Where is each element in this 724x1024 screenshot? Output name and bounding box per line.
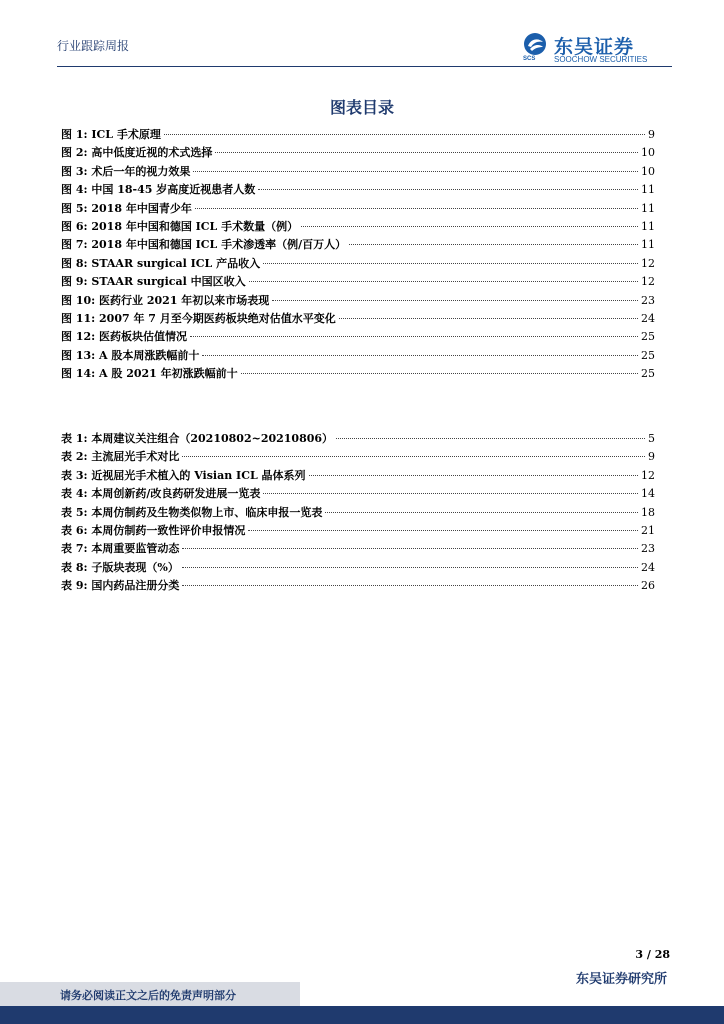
- table-entry-page: 12: [641, 468, 655, 482]
- figure-entry-label: 图 7: 2018 年中国和德国 ICL 手术渗透率（例/百万人）: [61, 238, 347, 252]
- figure-entry-page: 23: [641, 293, 655, 307]
- figure-entry[interactable]: [61, 273, 655, 291]
- table-entry-label: 表 7: 本周重要监管动态: [61, 542, 180, 556]
- toc-title: 图表目录: [329, 98, 394, 117]
- dot-leader: [241, 373, 638, 374]
- figure-entry-label: 图 1: ICL 手术原理: [61, 128, 161, 141]
- figure-entry[interactable]: [61, 328, 655, 346]
- table-entry-label: 表 9: 国内药品注册分类: [61, 579, 180, 593]
- figure-entry-page: 24: [641, 311, 655, 325]
- footer-institute: 东吴证券研究所: [575, 972, 667, 987]
- dot-leader: [301, 226, 638, 227]
- figure-entry-label: 图 13: A 股本周涨跌幅前十: [61, 348, 200, 362]
- figure-entry-page: 10: [641, 146, 655, 160]
- figure-entry-label: 图 8: STAAR surgical ICL 产品收入: [61, 256, 261, 270]
- figure-entry[interactable]: [61, 126, 655, 144]
- table-entry[interactable]: [61, 467, 655, 485]
- figure-entry[interactable]: [61, 347, 655, 365]
- figure-entry-page: 12: [641, 256, 655, 270]
- dot-leader: [182, 585, 638, 586]
- dot-leader: [182, 567, 638, 568]
- dot-leader: [202, 355, 638, 356]
- figure-entry[interactable]: [61, 255, 655, 273]
- dot-leader: [195, 208, 638, 209]
- dot-leader: [258, 189, 638, 190]
- table-entry[interactable]: [61, 485, 655, 503]
- table-entry[interactable]: [61, 577, 655, 595]
- dot-leader: [272, 300, 638, 301]
- table-entry[interactable]: [61, 522, 655, 540]
- figure-entry-label: 图 5: 2018 年中国青少年: [61, 201, 192, 215]
- dot-leader: [309, 475, 638, 476]
- table-entry[interactable]: [61, 540, 655, 558]
- logo-name-cn: 东吴证券: [554, 36, 635, 58]
- dot-leader: [325, 512, 638, 513]
- table-entry-label: 表 3: 近视屈光手术植入的 Visian ICL 晶体系列: [61, 468, 306, 482]
- figure-entry-page: 11: [641, 201, 655, 215]
- figure-entry-page: 11: [641, 219, 655, 233]
- figure-entry-label: 图 6: 2018 年中国和德国 ICL 手术数量（例）: [61, 219, 299, 233]
- figure-entry-page: 25: [641, 330, 655, 344]
- logo-abbreviation: SCS: [523, 56, 536, 62]
- figure-entry[interactable]: [61, 144, 655, 162]
- figure-entry-label: 图 12: 医药板块估值情况: [61, 330, 188, 344]
- dot-leader: [249, 281, 638, 282]
- figure-entry-page: 25: [641, 348, 655, 362]
- dot-leader: [215, 152, 638, 153]
- table-list: [61, 430, 655, 596]
- table-entry[interactable]: [61, 504, 655, 522]
- figure-entry-label: 图 3: 术后一年的视力效果: [61, 164, 191, 178]
- table-entry-page: 23: [641, 542, 655, 556]
- figure-entry[interactable]: [61, 292, 655, 310]
- figure-entry[interactable]: [61, 236, 655, 254]
- table-entry-label: 表 6: 本周仿制药一致性评价申报情况: [61, 523, 246, 537]
- footer-band: [0, 982, 724, 1024]
- table-entry-page: 24: [641, 560, 655, 574]
- dot-leader: [182, 548, 638, 549]
- table-entry-label: 表 5: 本周仿制药及生物类似物上市、临床申报一览表: [61, 505, 323, 519]
- figure-entry-page: 11: [641, 238, 655, 252]
- footer-gray-strip: [0, 982, 300, 1006]
- figure-entry-label: 图 14: A 股 2021 年初涨跌幅前十: [61, 367, 238, 381]
- table-entry-label: 表 8: 子版块表现（%）: [61, 560, 179, 574]
- table-entry[interactable]: [61, 430, 655, 448]
- figure-entry[interactable]: [61, 200, 655, 218]
- dot-leader: [182, 456, 645, 457]
- table-entry-label: 表 1: 本周建议关注组合（20210802~20210806）: [61, 432, 334, 445]
- figure-entry-page: 25: [641, 367, 655, 381]
- figure-entry[interactable]: [61, 163, 655, 181]
- figure-entry-page: 9: [648, 128, 655, 141]
- figure-entry-page: 11: [641, 183, 655, 197]
- figure-entry-label: 图 4: 中国 18-45 岁高度近视患者人数: [61, 183, 256, 197]
- header-divider: [57, 66, 672, 67]
- dot-leader: [349, 244, 638, 245]
- figure-entry-label: 图 10: 医药行业 2021 年初以来市场表现: [61, 293, 270, 307]
- table-entry-page: 9: [648, 450, 655, 464]
- table-entry[interactable]: [61, 559, 655, 577]
- table-entry-label: 表 2: 主流屈光手术对比: [61, 450, 180, 464]
- table-entry-label: 表 4: 本周创新药/改良药研发进展一览表: [61, 487, 261, 501]
- dot-leader: [339, 318, 638, 319]
- dot-leader: [263, 493, 638, 494]
- figure-entry-label: 图 2: 高中低度近视的术式选择: [61, 146, 213, 160]
- footer-navy-strip: [0, 1006, 724, 1024]
- dot-leader: [263, 263, 638, 264]
- table-entry-page: 26: [641, 579, 655, 593]
- figure-entry-label: 图 11: 2007 年 7 月至今期医药板块绝对估值水平变化: [61, 311, 336, 325]
- table-entry-page: 5: [648, 432, 655, 445]
- figure-entry[interactable]: [61, 181, 655, 199]
- page-number: 3 / 28: [635, 948, 670, 961]
- figure-entry-page: 10: [641, 164, 655, 178]
- table-entry-page: 21: [641, 523, 655, 537]
- figure-entry[interactable]: [61, 218, 655, 236]
- dot-leader: [336, 438, 645, 439]
- logo-emblem-icon: [522, 32, 552, 58]
- figure-entry[interactable]: [61, 365, 655, 383]
- dot-leader: [248, 530, 638, 531]
- dot-leader: [190, 336, 638, 337]
- dot-leader: [193, 171, 638, 172]
- disclaimer-text: 请务必阅读正文之后的免责声明部分: [60, 989, 236, 1002]
- figure-entry-page: 12: [641, 275, 655, 289]
- table-entry[interactable]: [61, 448, 655, 466]
- table-entry-page: 14: [641, 487, 655, 501]
- logo-name-en: SOOCHOW SECURITIES: [554, 55, 648, 64]
- dot-leader: [164, 134, 645, 135]
- report-type-label: 行业跟踪周报: [57, 39, 130, 53]
- figure-list: [61, 126, 655, 383]
- figure-entry[interactable]: [61, 310, 655, 328]
- table-entry-page: 18: [641, 505, 655, 519]
- figure-entry-label: 图 9: STAAR surgical 中国区收入: [61, 275, 246, 289]
- soochow-securities-logo: [522, 32, 672, 68]
